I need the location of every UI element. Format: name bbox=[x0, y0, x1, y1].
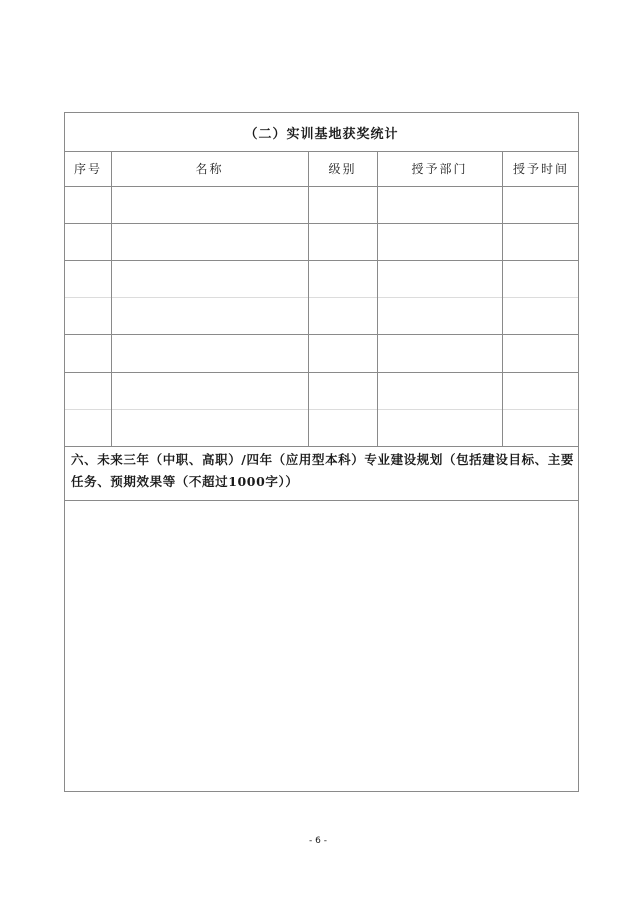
page-number: - 6 - bbox=[309, 836, 327, 846]
header-granting-time: 授予时间 bbox=[512, 162, 569, 176]
header-index: 序号 bbox=[73, 162, 102, 176]
column-divider bbox=[377, 151, 378, 446]
header-level: 级别 bbox=[328, 162, 357, 176]
section-six-heading: 六、未来三年（中职、高职）/四年（应用型本科）专业建设规划（包括建设目标、主要任务、预期效果等（不超过1000字）） bbox=[71, 452, 574, 489]
document-table bbox=[64, 112, 579, 792]
column-divider bbox=[111, 151, 112, 446]
planning-content-area[interactable] bbox=[65, 501, 578, 791]
column-divider bbox=[308, 151, 309, 446]
row-divider bbox=[65, 446, 578, 447]
column-divider bbox=[502, 151, 503, 446]
table-title: （二）实训基地获奖统计 bbox=[244, 126, 399, 142]
header-granting-department: 授予部门 bbox=[411, 162, 468, 176]
header-name: 名称 bbox=[195, 162, 224, 176]
